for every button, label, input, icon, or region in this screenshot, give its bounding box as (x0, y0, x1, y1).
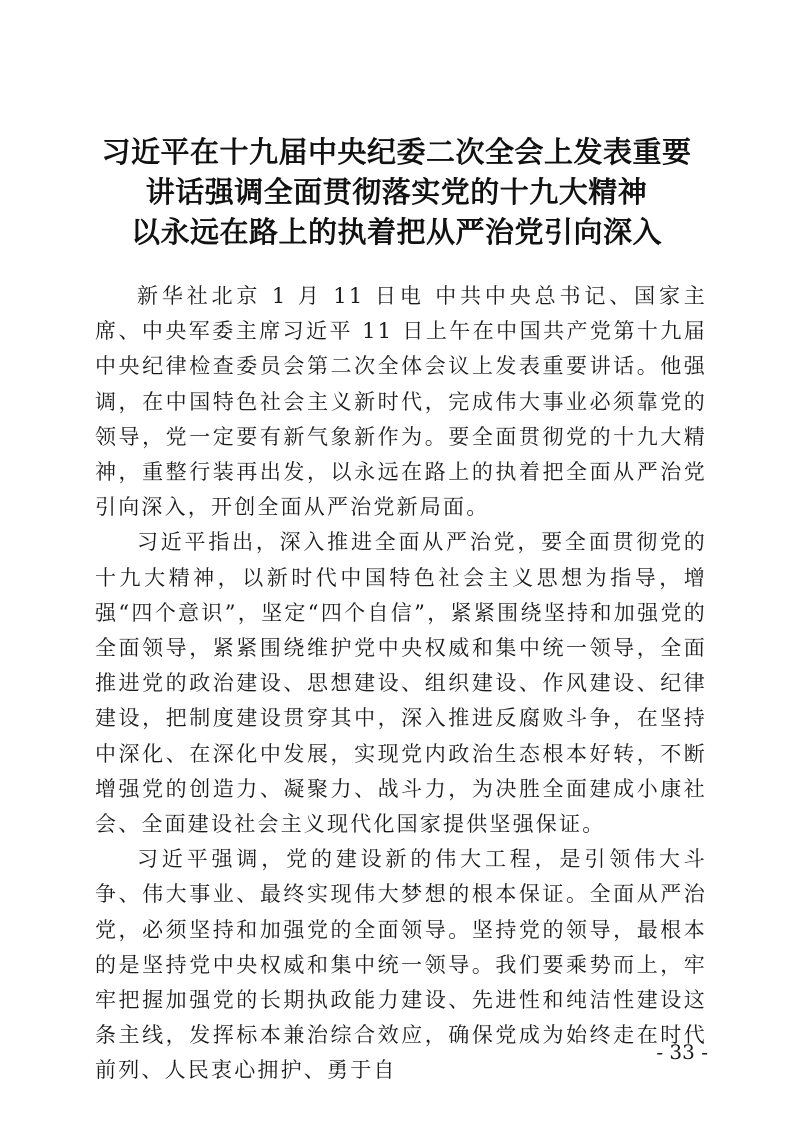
paragraph-2: 习近平指出，深入推进全面从严治党，要全面贯彻党的十九大精神，以新时代中国特色社会主义思想为指导，增强“四个意识”，坚定“四个自信”，紧紧围绕坚持和加强党的全面领导，紧紧围绕维护党中央权威和集中统一领导，全面推进党的政治建设、思想建设、组织建设、作风建设、纪律建设，把制度建设贯穿其中，深入推进反腐败斗争，在坚持中深化、在深化中发展，实现党内政治生态根本好转，不断增强党的创造力、凝聚力、战斗力，为决胜全面建成小康社会、全面建设社会主义现代化国家提供坚强保证。 (95, 530, 707, 837)
title-line-1: 习近平在十九届中央纪委二次全会上发表重要 (101, 135, 692, 169)
article-body (95, 279, 707, 1089)
page-number: - 33 - (656, 1040, 708, 1064)
paragraph-1: 新华社北京 1 月 11 日电 中共中央总书记、国家主席、中央军委主席习近平 11 日上午在中国共产党第十九届中央纪律检查委员会第二次全体会议上发表重要讲话。他强调，在中国特色社会主义新时代，完成伟大事业必须靠党的领导，党一定要有新气象新作为。要全面贯彻党的十九大精神，重整行装再出发，以永远在路上的执着把全面从严治党引向深入，开创全面从严治党新局面。 (95, 284, 707, 520)
title-line-2: 讲话强调全面贯彻落实党的十九大精神 (145, 175, 648, 209)
paragraph-3: 习近平强调，党的建设新的伟大工程，是引领伟大斗争、伟大事业、最终实现伟大梦想的根本保证。全面从严治党，必须坚持和加强党的全面领导。坚持党的领导，最根本的是坚持党中央权威和集中统一领导。我们要乘势而上，牢牢把握加强党的长期执政能力建设、先进性和纯洁性建设这条主线，发挥标本兼治综合效应，确保党成为始终走在时代前列、人民衷心拥护、勇于自 (95, 847, 707, 1083)
article-title (85, 132, 708, 252)
title-line-3: 以永远在路上的执着把从严治党引向深入 (130, 215, 662, 249)
